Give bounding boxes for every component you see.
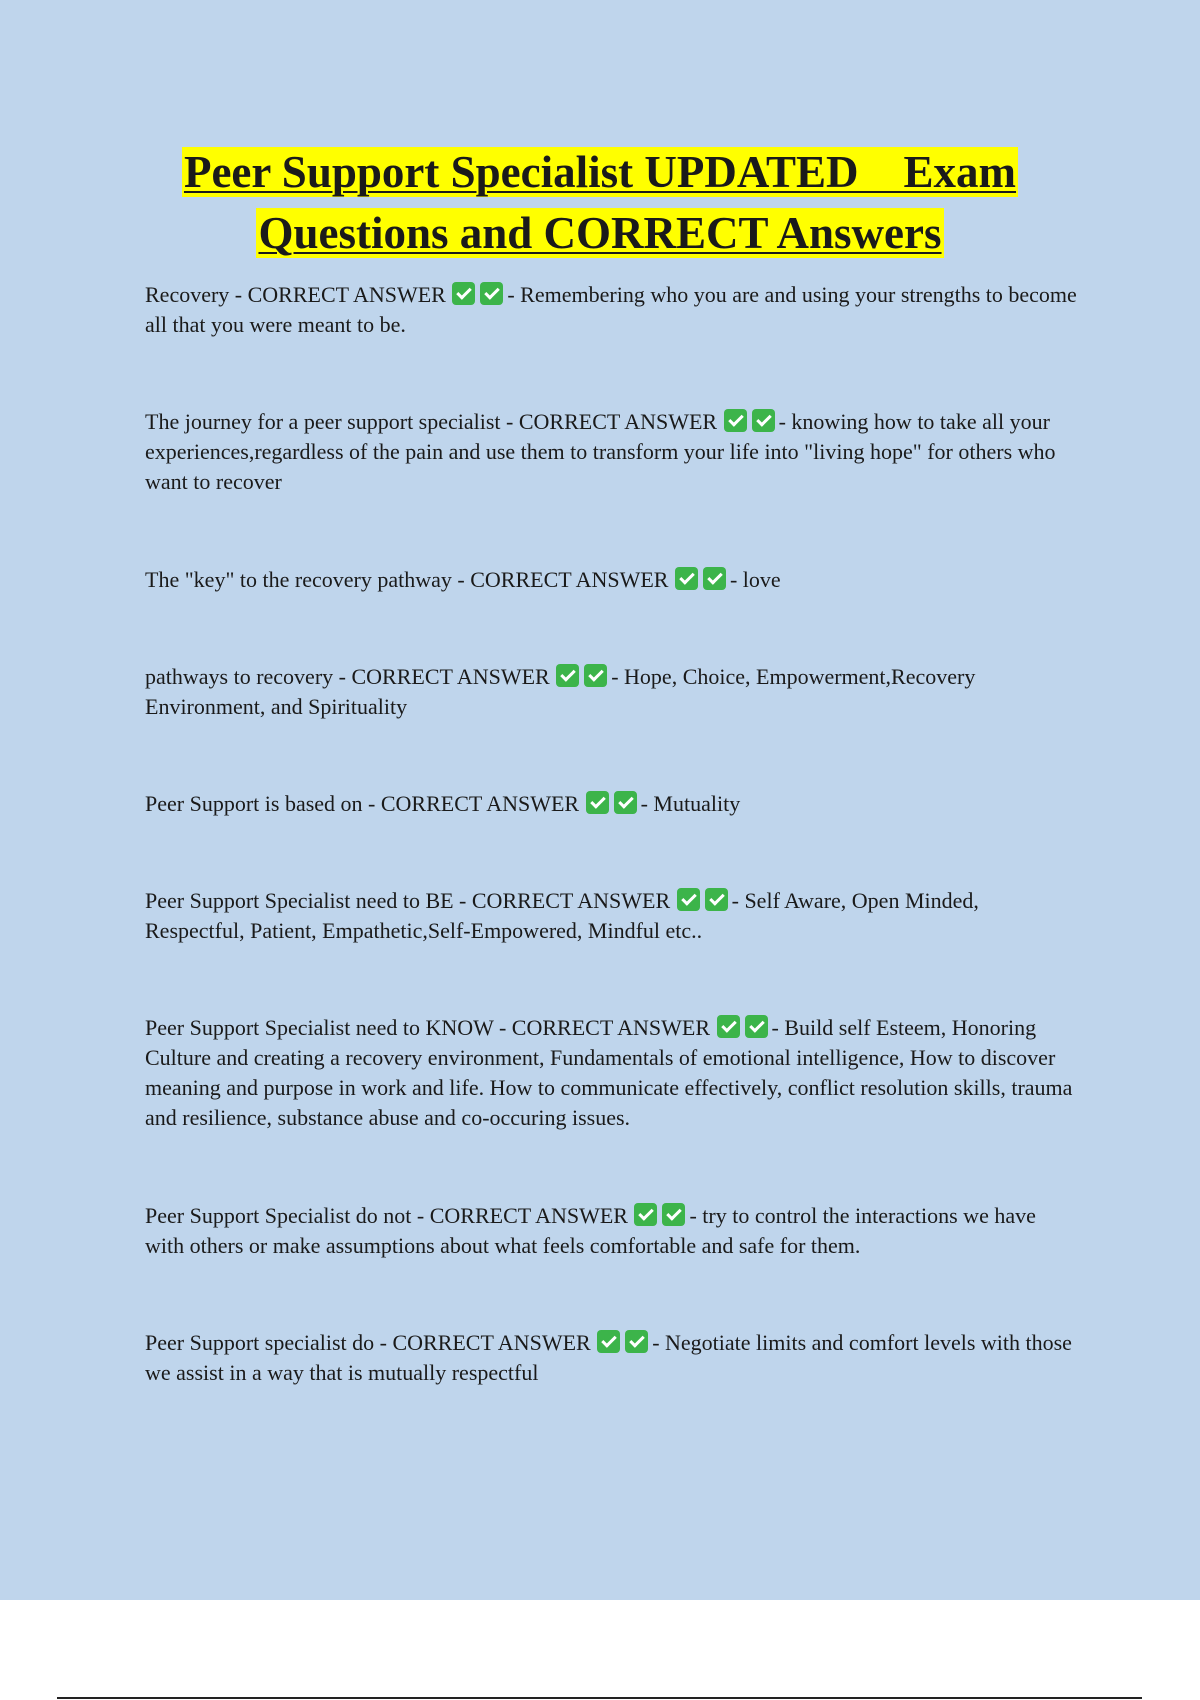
check-mark-button-icon — [597, 1330, 620, 1353]
qa-entry-journey — [145, 407, 1080, 497]
check-mark-button-icon — [556, 664, 579, 687]
answer-text: - try to control the interactions we have with others or make assumptions about what feels comfortable and safe for them. — [145, 1203, 1036, 1258]
check-mark-button-icon — [634, 1203, 657, 1226]
question-text: Recovery - CORRECT ANSWER — [145, 282, 446, 307]
check-mark-button-icon — [724, 409, 747, 432]
check-mark-button-icon — [614, 791, 637, 814]
question-text: Peer Support is based on - CORRECT ANSWER — [145, 791, 580, 816]
question-text: The "key" to the recovery pathway - CORRECT ANSWER — [145, 567, 669, 592]
question-text: The journey for a peer support specialist - CORRECT ANSWER — [145, 409, 718, 434]
check-mark-button-icon — [675, 567, 698, 590]
qa-entry-recovery — [145, 280, 1080, 340]
qa-entry-do-not — [145, 1201, 1080, 1261]
title-line-1: Peer Support Specialist UPDATED Exam — [183, 147, 1017, 197]
qa-entry-need-to-know — [145, 1013, 1080, 1133]
qa-entry-key — [145, 565, 1080, 595]
check-mark-button-icon — [752, 409, 775, 432]
question-text: Peer Support Specialist do not - CORRECT ANSWER — [145, 1203, 628, 1228]
check-mark-button-icon — [452, 282, 475, 305]
answer-text: - Negotiate limits and comfort levels with those we assist in a way that is mutually respectful — [145, 1330, 1072, 1385]
check-mark-button-icon — [625, 1330, 648, 1353]
check-mark-button-icon — [662, 1203, 685, 1226]
answer-text: - Self Aware, Open Minded, Respectful, Patient, Empathetic,Self-Empowered, Mindful etc.. — [145, 888, 979, 943]
question-text: Peer Support specialist do - CORRECT ANSWER — [145, 1330, 591, 1355]
check-mark-button-icon — [677, 888, 700, 911]
answer-text: - love — [729, 567, 781, 592]
check-mark-button-icon — [745, 1015, 768, 1038]
answer-text: - Mutuality — [640, 791, 741, 816]
answer-text: - Build self Esteem, Honoring Culture and creating a recovery environment, Fundamentals of emotional intelligence, How to discover meaning and purpose in work and life. How to communicate effectively, conflict resolution skills, trauma and resilience, substance abuse and co-occuring issues. — [145, 1015, 1073, 1130]
footer-divider — [57, 1697, 1142, 1699]
check-mark-button-icon — [480, 282, 503, 305]
document-title — [0, 142, 1200, 264]
question-text: Peer Support Specialist need to KNOW - CORRECT ANSWER — [145, 1015, 711, 1040]
qa-entry-do — [145, 1328, 1080, 1388]
answer-text: - knowing how to take all your experiences,regardless of the pain and use them to transform your life into "living hope" for others who want to recover — [145, 409, 1056, 494]
answer-text: - Remembering who you are and using your strengths to become all that you were meant to be. — [145, 282, 1077, 337]
check-mark-button-icon — [705, 888, 728, 911]
question-text: pathways to recovery - CORRECT ANSWER — [145, 664, 550, 689]
title-line-2: Questions and CORRECT Answers — [258, 208, 942, 258]
check-mark-button-icon — [584, 664, 607, 687]
question-text: Peer Support Specialist need to BE - CORRECT ANSWER — [145, 888, 671, 913]
qa-entry-pathways — [145, 662, 1080, 722]
answer-text: - Hope, Choice, Empowerment,Recovery Environment, and Spirituality — [145, 664, 976, 719]
qa-entry-need-to-be — [145, 886, 1080, 946]
check-mark-button-icon — [717, 1015, 740, 1038]
check-mark-button-icon — [703, 567, 726, 590]
qa-entry-based-on — [145, 789, 1080, 819]
check-mark-button-icon — [586, 791, 609, 814]
